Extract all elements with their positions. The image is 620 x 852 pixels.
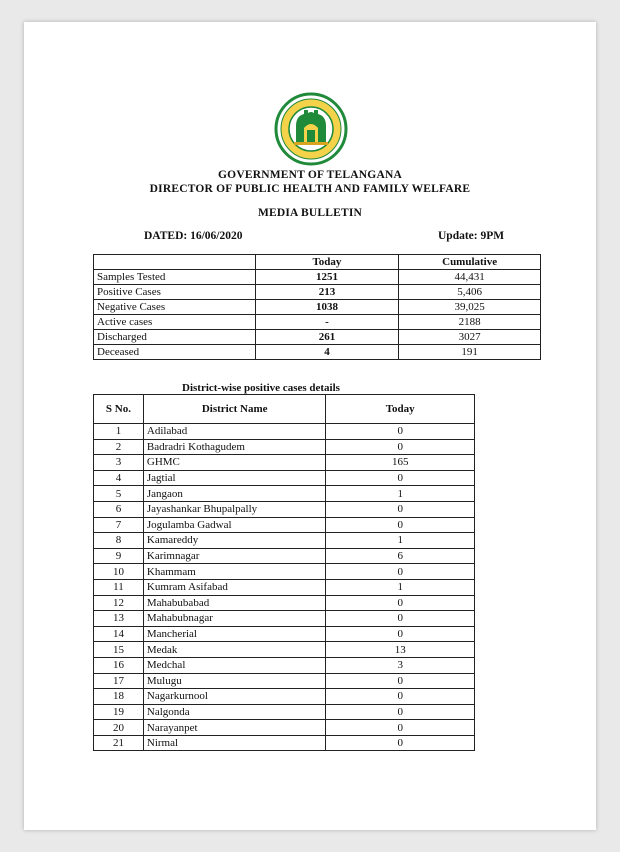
district-row	[94, 689, 475, 705]
district-sno: 9	[94, 548, 144, 564]
district-sno: 19	[94, 704, 144, 720]
district-row	[94, 424, 475, 440]
district-name: Medchal	[143, 657, 326, 673]
district-name: GHMC	[143, 455, 326, 471]
district-name: Badradri Kothagudem	[143, 439, 326, 455]
district-name: Jayashankar Bhupalpally	[143, 501, 326, 517]
district-today-value: 0	[326, 735, 475, 751]
district-row	[94, 517, 475, 533]
government-title: GOVERNMENT OF TELANGANA	[218, 169, 402, 181]
district-today-value: 165	[326, 455, 475, 471]
summary-header-cumulative: Cumulative	[399, 255, 541, 270]
summary-label: Discharged	[94, 330, 256, 345]
district-row	[94, 564, 475, 580]
district-today-value: 0	[326, 704, 475, 720]
telangana-emblem-icon	[274, 92, 348, 166]
summary-header-today: Today	[255, 255, 399, 270]
bulletin-title: MEDIA BULLETIN	[257, 207, 363, 219]
district-row	[94, 486, 475, 502]
district-today-value: 13	[326, 642, 475, 658]
summary-today-value: -	[255, 315, 399, 330]
district-sno: 7	[94, 517, 144, 533]
bulletin-date: DATED: 16/06/2020	[144, 230, 243, 242]
district-sno: 15	[94, 642, 144, 658]
district-row	[94, 673, 475, 689]
district-row	[94, 455, 475, 471]
summary-label: Negative Cases	[94, 300, 256, 315]
summary-header-label	[94, 255, 256, 270]
summary-today-value: 1251	[255, 270, 399, 285]
district-row	[94, 501, 475, 517]
district-row	[94, 704, 475, 720]
district-today-value: 0	[326, 626, 475, 642]
district-sno: 11	[94, 579, 144, 595]
district-today-value: 0	[326, 720, 475, 736]
district-row	[94, 611, 475, 627]
district-row	[94, 720, 475, 736]
summary-header-row	[94, 255, 541, 270]
district-today-value: 6	[326, 548, 475, 564]
district-name: Mahabubnagar	[143, 611, 326, 627]
district-name: Nagarkurnool	[143, 689, 326, 705]
district-name: Mulugu	[143, 673, 326, 689]
district-sno: 17	[94, 673, 144, 689]
summary-row	[94, 330, 541, 345]
district-sno: 5	[94, 486, 144, 502]
district-sno: 10	[94, 564, 144, 580]
summary-label: Deceased	[94, 345, 256, 360]
summary-cumulative-value: 44,431	[399, 270, 541, 285]
district-row	[94, 533, 475, 549]
bulletin-update-time: Update: 9PM	[438, 230, 505, 242]
district-today-value: 3	[326, 657, 475, 673]
district-row	[94, 470, 475, 486]
district-header-sno: S No.	[94, 395, 144, 424]
district-today-value: 0	[326, 501, 475, 517]
district-name: Mahabubabad	[143, 595, 326, 611]
summary-row	[94, 285, 541, 300]
district-header-row	[94, 395, 475, 424]
district-sno: 16	[94, 657, 144, 673]
district-name: Medak	[143, 642, 326, 658]
district-name: Nalgonda	[143, 704, 326, 720]
summary-cumulative-value: 2188	[399, 315, 541, 330]
summary-cumulative-value: 191	[399, 345, 541, 360]
district-row	[94, 735, 475, 751]
district-today-value: 0	[326, 564, 475, 580]
district-today-value: 0	[326, 424, 475, 440]
district-sno: 18	[94, 689, 144, 705]
district-today-value: 0	[326, 673, 475, 689]
district-today-value: 1	[326, 533, 475, 549]
district-name: Jogulamba Gadwal	[143, 517, 326, 533]
document-page	[24, 22, 596, 830]
district-name: Jangaon	[143, 486, 326, 502]
summary-cumulative-value: 3027	[399, 330, 541, 345]
district-today-value: 0	[326, 689, 475, 705]
summary-table	[93, 254, 541, 360]
district-header-today: Today	[326, 395, 475, 424]
summary-label: Samples Tested	[94, 270, 256, 285]
district-name: Karimnagar	[143, 548, 326, 564]
district-name: Narayanpet	[143, 720, 326, 736]
district-name: Nirmal	[143, 735, 326, 751]
summary-today-value: 1038	[255, 300, 399, 315]
district-sno: 13	[94, 611, 144, 627]
district-header-name: District Name	[143, 395, 326, 424]
district-today-value: 0	[326, 611, 475, 627]
district-name: Kumram Asifabad	[143, 579, 326, 595]
district-sno: 20	[94, 720, 144, 736]
summary-row	[94, 315, 541, 330]
district-today-value: 0	[326, 595, 475, 611]
district-sno: 2	[94, 439, 144, 455]
district-row	[94, 439, 475, 455]
district-sno: 1	[94, 424, 144, 440]
department-title: DIRECTOR OF PUBLIC HEALTH AND FAMILY WELFARE	[149, 183, 471, 195]
district-sno: 21	[94, 735, 144, 751]
district-name: Adilabad	[143, 424, 326, 440]
district-row	[94, 579, 475, 595]
summary-today-value: 213	[255, 285, 399, 300]
district-sno: 3	[94, 455, 144, 471]
summary-row	[94, 300, 541, 315]
district-name: Kamareddy	[143, 533, 326, 549]
district-table-title: District-wise positive cases details	[182, 382, 340, 394]
summary-cumulative-value: 39,025	[399, 300, 541, 315]
summary-cumulative-value: 5,406	[399, 285, 541, 300]
summary-today-value: 4	[255, 345, 399, 360]
district-today-value: 1	[326, 486, 475, 502]
district-row	[94, 657, 475, 673]
district-row	[94, 642, 475, 658]
district-sno: 8	[94, 533, 144, 549]
summary-label: Positive Cases	[94, 285, 256, 300]
district-sno: 6	[94, 501, 144, 517]
district-today-value: 0	[326, 439, 475, 455]
district-name: Mancherial	[143, 626, 326, 642]
district-row	[94, 548, 475, 564]
summary-today-value: 261	[255, 330, 399, 345]
district-today-value: 1	[326, 579, 475, 595]
summary-label: Active cases	[94, 315, 256, 330]
district-row	[94, 626, 475, 642]
district-name: Jagtial	[143, 470, 326, 486]
district-sno: 4	[94, 470, 144, 486]
district-table	[93, 394, 475, 751]
district-today-value: 0	[326, 470, 475, 486]
district-today-value: 0	[326, 517, 475, 533]
summary-row	[94, 345, 541, 360]
district-row	[94, 595, 475, 611]
district-sno: 14	[94, 626, 144, 642]
district-sno: 12	[94, 595, 144, 611]
district-name: Khammam	[143, 564, 326, 580]
summary-row	[94, 270, 541, 285]
